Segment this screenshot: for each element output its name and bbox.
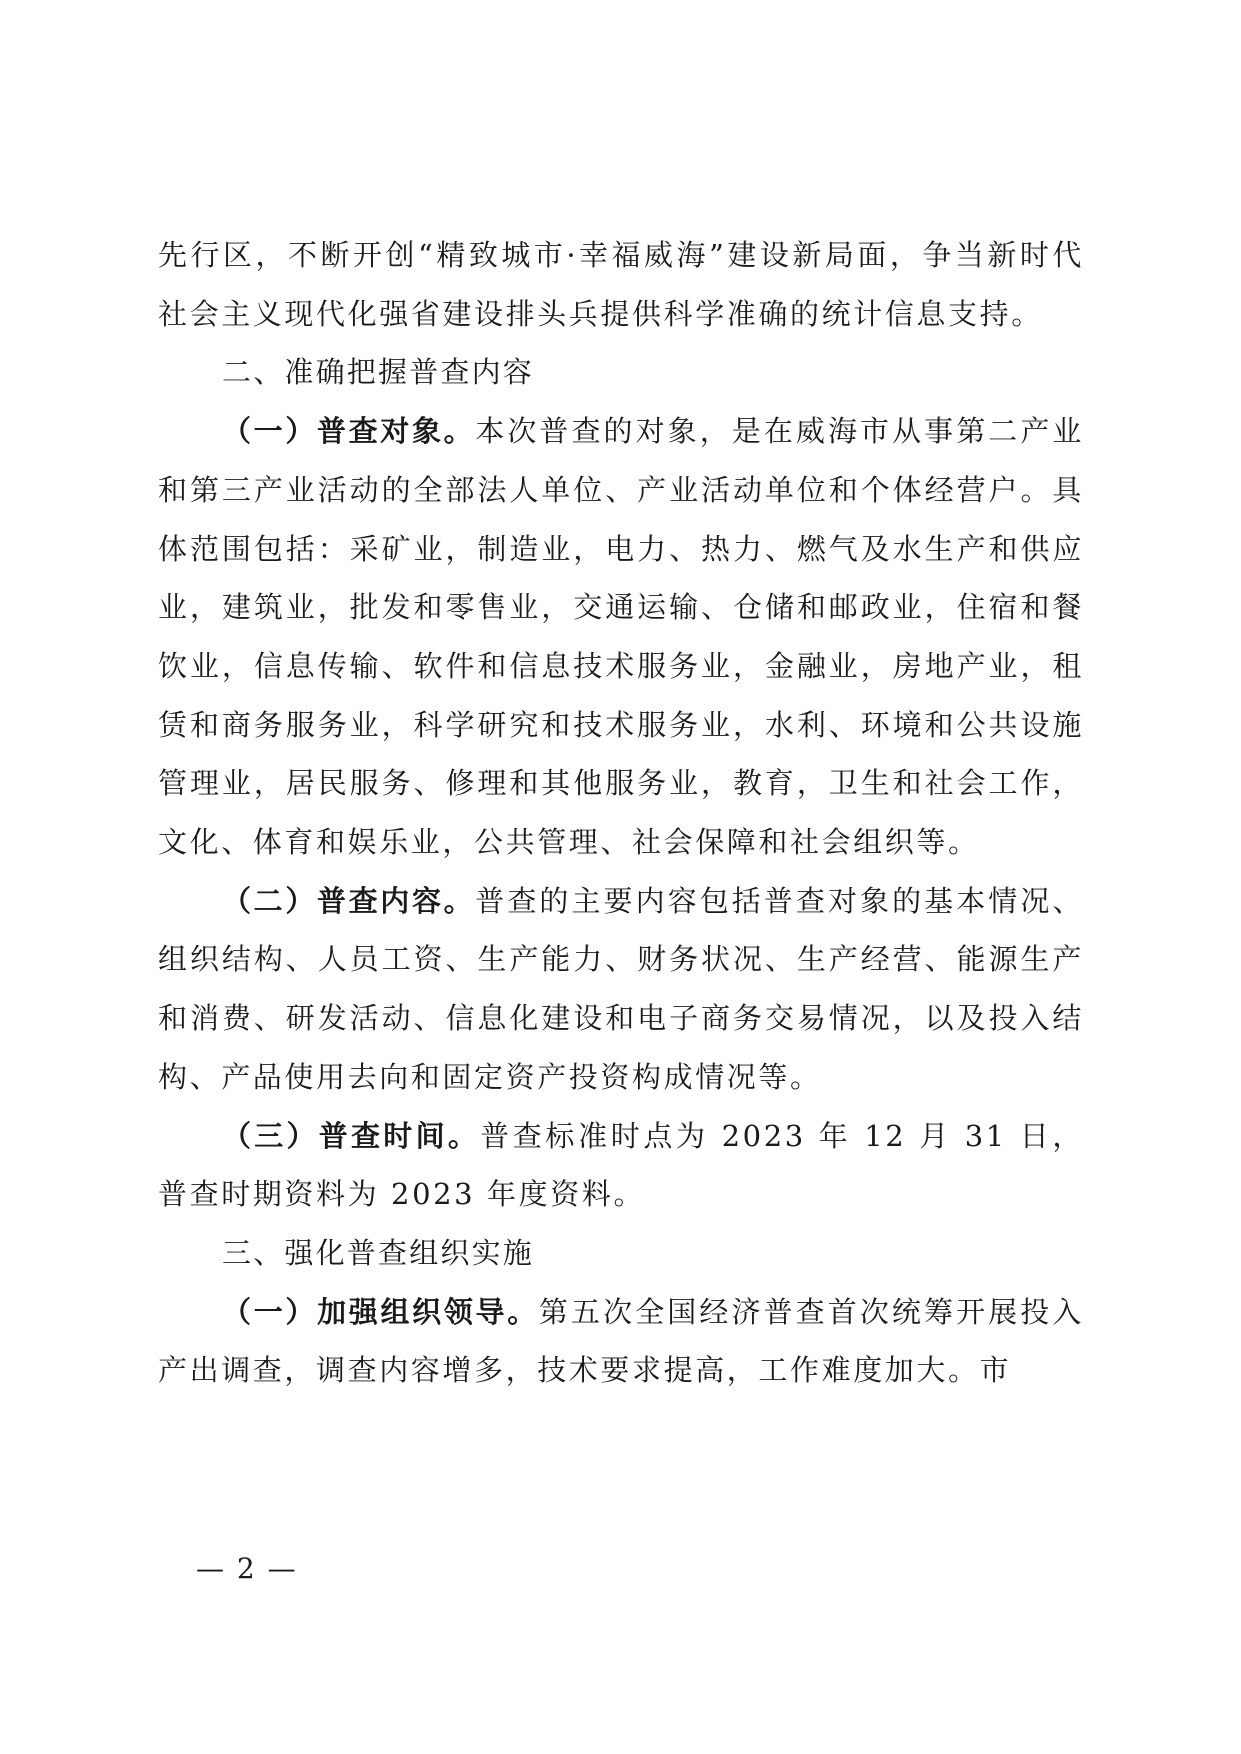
item-lead-organization-leadership: （一）加强组织领导。 <box>222 1294 539 1329</box>
paragraph-intro-continuation: 先行区，不断开创“精致城市·幸福威海”建设新局面，争当新时代社会主义现代化强省建设排头兵提供科学准确的统计信息支持。 <box>158 238 1084 331</box>
paragraph-census-content <box>158 872 1084 1107</box>
item-lead-census-subjects: （一）普查对象。 <box>222 414 476 449</box>
item-text-census-time: 普查标准时点为 2023 年 12 月 31 日，普查时期资料为 2023 年度资料。 <box>158 1118 1084 1212</box>
paragraph-census-subjects <box>158 402 1084 872</box>
page-number: — 2 — <box>196 1552 298 1585</box>
item-text-census-subjects: 本次普查的对象，是在威海市从事第二产业和第三产业活动的全部法人单位、产业活动单位和个体经营户。具体范围包括：采矿业，制造业，电力、热力、燃气及水生产和供应业，建筑业，批发和零售业，交通运输、仓储和邮政业，住宿和餐饮业，信息传输、软件和信息技术服务业，金融业，房地产业，租赁和商务服务业，科学研究和技术服务业，水利、环境和公共设施管理业，居民服务、修理和其他服务业，教育，卫生和社会工作，文化、体育和娱乐业，公共管理、社会保障和社会组织等。 <box>158 414 1084 860</box>
paragraph-census-time <box>158 1107 1084 1224</box>
item-text-organization-leadership: 第五次全国经济普查首次统筹开展投入产出调查，调查内容增多，技术要求提高，工作难度加大。市 <box>158 1294 1084 1388</box>
item-text-census-content: 普查的主要内容包括普查对象的基本情况、组织结构、人员工资、生产能力、财务状况、生产经营、能源生产和消费、研发活动、信息化建设和电子商务交易情况，以及投入结构、产品使用去向和固定资产投资构成情况等。 <box>158 883 1084 1094</box>
section-heading-3: 三、强化普查组织实施 <box>222 1235 535 1270</box>
item-lead-census-time: （三）普查时间。 <box>222 1118 481 1153</box>
paragraph-organization-leadership <box>158 1283 1084 1400</box>
item-lead-census-content: （二）普查内容。 <box>222 883 476 918</box>
section-heading-2: 二、准确把握普查内容 <box>222 355 535 390</box>
document-body <box>158 226 1084 1400</box>
